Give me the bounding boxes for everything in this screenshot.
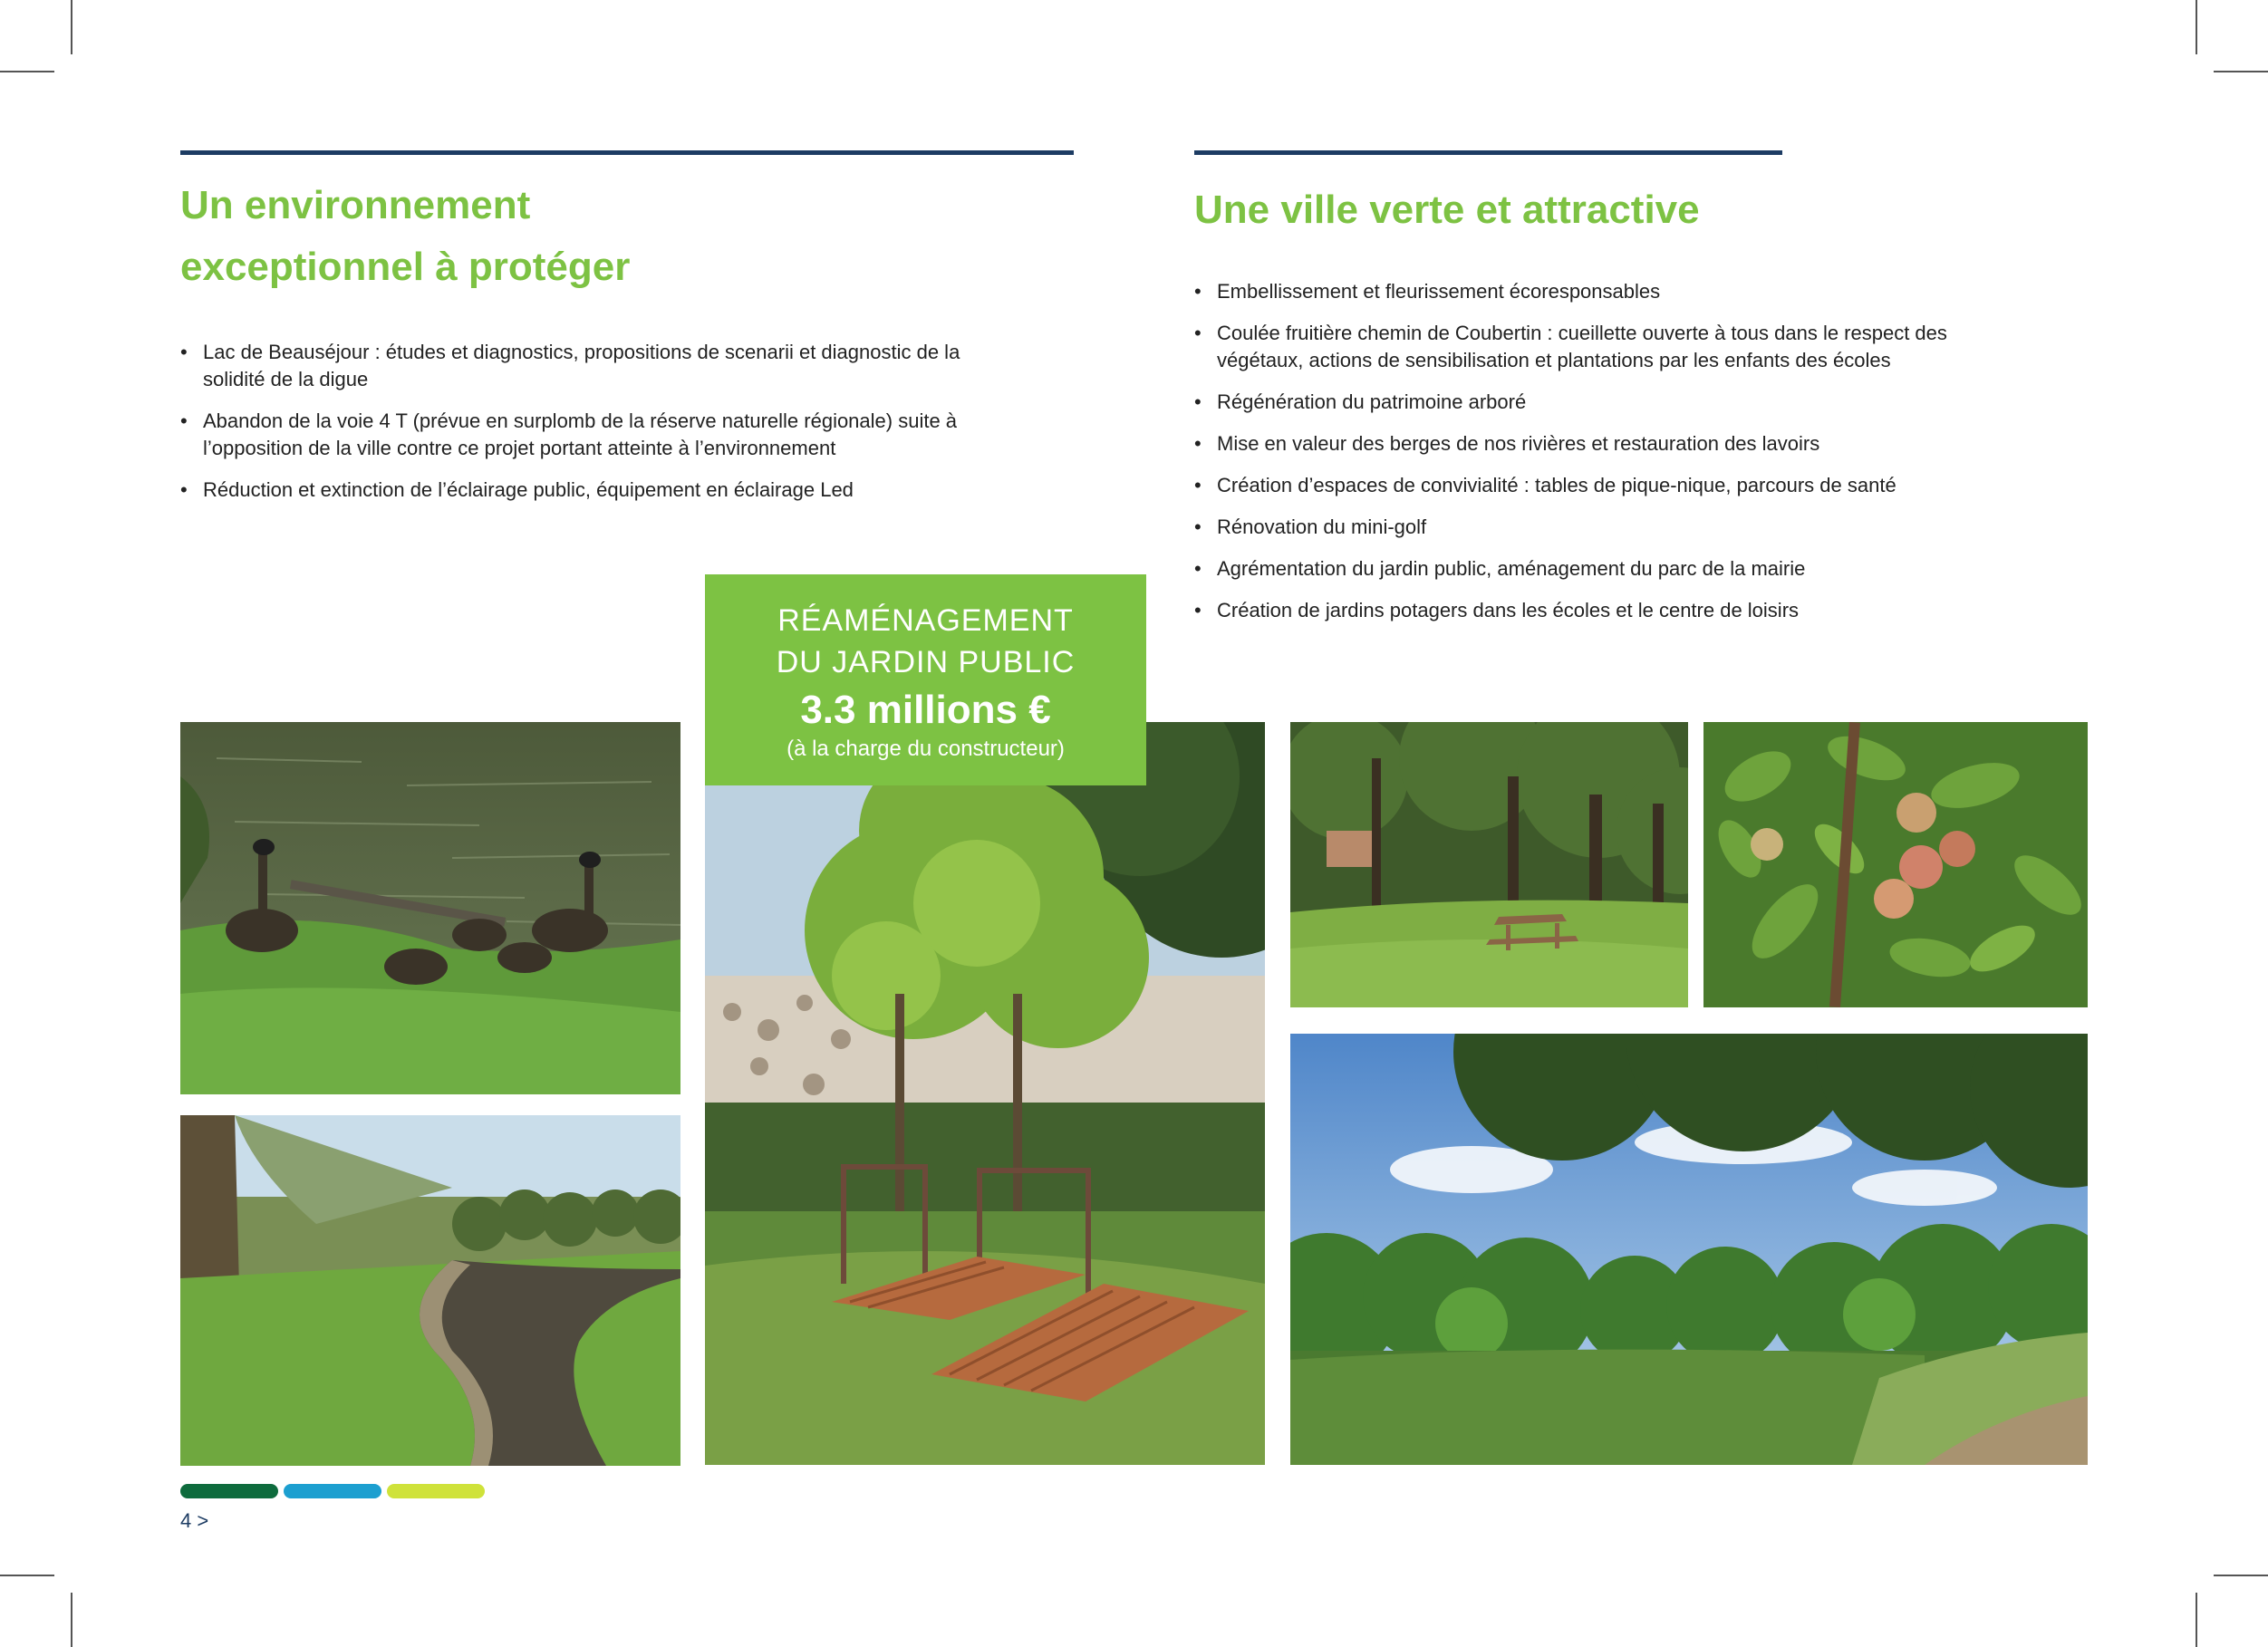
right-section-title: Une ville verte et attractive: [1194, 188, 1700, 232]
crop-mark: [2196, 1593, 2197, 1647]
list-item: • Régénération du patrimoine arboré: [1194, 389, 2019, 416]
list-item: • Embellissement et fleurissement écoresponsables: [1194, 278, 2019, 305]
left-title-line1: Un environnement: [180, 183, 531, 227]
left-section-title: [180, 175, 630, 298]
crop-mark: [71, 1593, 72, 1647]
crop-mark: [71, 0, 72, 54]
footer-color-pill-2: [284, 1484, 381, 1498]
list-item: • Lac de Beauséjour : études et diagnostics, propositions de scenarii et diagnostic de la solidité de la digue: [180, 339, 1023, 393]
crop-mark: [2214, 1575, 2268, 1576]
crop-mark: [2214, 71, 2268, 72]
left-section-rule: [180, 150, 1074, 155]
list-item: • Coulée fruitière chemin de Coubertin : cueillette ouverte à tous dans le respect des végétaux, actions de sensibilisation et plantations par les enfants des écoles: [1194, 320, 2019, 374]
list-item: • Mise en valeur des berges de nos rivières et restauration des lavoirs: [1194, 430, 2019, 458]
list-item: • Rénovation du mini-golf: [1194, 514, 2019, 541]
park-pond-photo: [1290, 1034, 2088, 1465]
page-number: 4 >: [180, 1509, 209, 1532]
garden-cost-badge: [705, 574, 1146, 785]
crop-mark: [0, 71, 54, 72]
list-item: • Création d’espaces de convivialité : tables de pique-nique, parcours de santé: [1194, 472, 2019, 499]
badge-note: (à la charge du constructeur): [787, 737, 1065, 761]
lake-geese-photo: [180, 722, 680, 1094]
garden-benches-photo: [705, 722, 1265, 1465]
footer-color-pill-1: [180, 1484, 278, 1498]
right-bullet-list: [1194, 278, 2019, 624]
crop-mark: [2196, 0, 2197, 54]
list-item: • Réduction et extinction de l’éclairage public, équipement en éclairage Led: [180, 477, 1023, 504]
left-bullet-list: [180, 339, 1023, 504]
list-item: • Agrémentation du jardin public, aménagement du parc de la mairie: [1194, 555, 2019, 583]
footer-color-pill-3: [387, 1484, 485, 1498]
list-item: • Création de jardins potagers dans les écoles et le centre de loisirs: [1194, 597, 2019, 624]
river-photo: [180, 1115, 680, 1466]
badge-line2: DU JARDIN PUBLIC: [776, 645, 1076, 679]
badge-line1: RÉAMÉNAGEMENT: [777, 603, 1074, 638]
apple-tree-photo: [1703, 722, 2088, 1007]
badge-amount: 3.3 millions €: [800, 688, 1051, 732]
picnic-area-photo: [1290, 722, 1688, 1007]
left-title-line2: exceptionnel à protéger: [180, 245, 631, 289]
list-item: • Abandon de la voie 4 T (prévue en surplomb de la réserve naturelle régionale) suite à l’opposition de la ville contre ce projet portant atteinte à l’environnement: [180, 408, 1023, 462]
crop-mark: [0, 1575, 54, 1576]
right-section-rule: [1194, 150, 1782, 155]
